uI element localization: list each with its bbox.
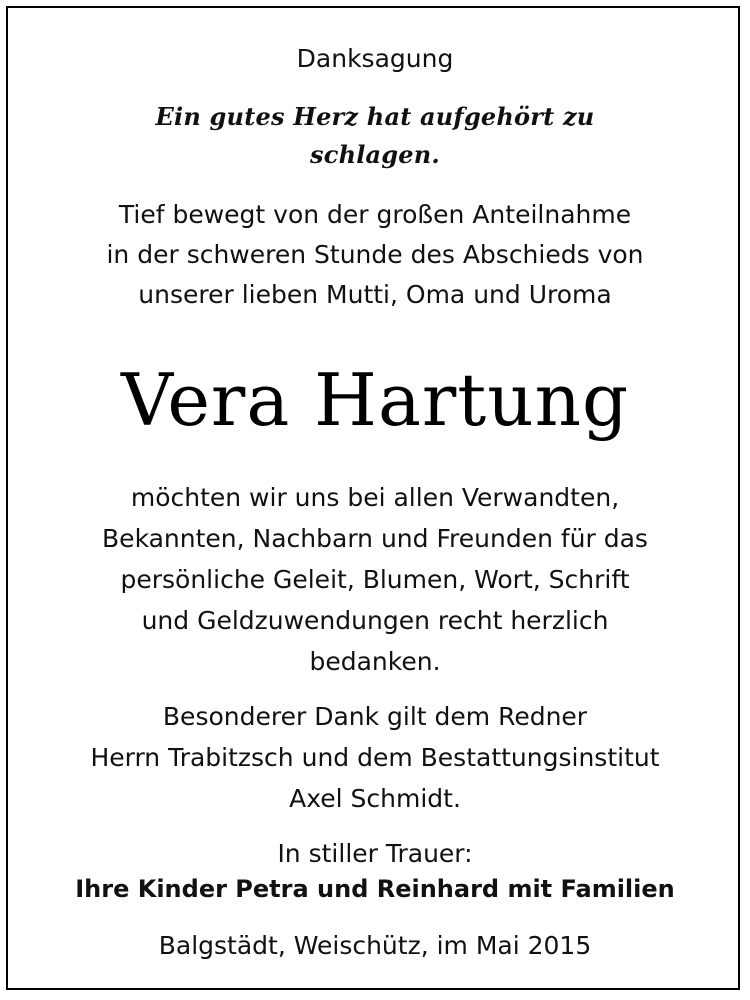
notice-heading: Danksagung — [296, 44, 454, 73]
deceased-name: Vera Hartung — [120, 358, 630, 442]
special-thanks-line-1: Besonderer Dank gilt dem Redner — [162, 702, 588, 731]
thanks-line-2: Bekannten, Nachbarn und Freunden für das — [102, 524, 648, 553]
thanks-line-1: möchten wir uns bei allen Verwandten, — [130, 483, 620, 512]
special-thanks-line-2: Herrn Trabitzsch und dem Bestattungsinstitut — [90, 743, 660, 772]
thanks-line-3: persönliche Geleit, Blumen, Wort, Schrift — [120, 565, 630, 594]
intro-line-2: in der schweren Stunde des Abschieds von — [106, 240, 644, 269]
special-thanks-line-3: Axel Schmidt. — [289, 784, 461, 813]
motto-line-1: Ein gutes Herz hat aufgehört zu — [155, 102, 595, 131]
mourning-line: In stiller Trauer: — [277, 839, 473, 868]
intro-line-3: unserer lieben Mutti, Oma und Uroma — [138, 280, 612, 309]
signers-line: Ihre Kinder Petra und Reinhard mit Familien — [75, 875, 675, 903]
thanks-line-5: bedanken. — [309, 647, 441, 676]
intro-line-1: Tief bewegt von der großen Anteilnahme — [118, 200, 632, 229]
motto-line-2: schlagen. — [310, 140, 440, 169]
thanks-line-4: und Geldzuwendungen recht herzlich — [141, 606, 609, 635]
place-date-line: Balgstädt, Weischütz, im Mai 2015 — [158, 931, 592, 960]
